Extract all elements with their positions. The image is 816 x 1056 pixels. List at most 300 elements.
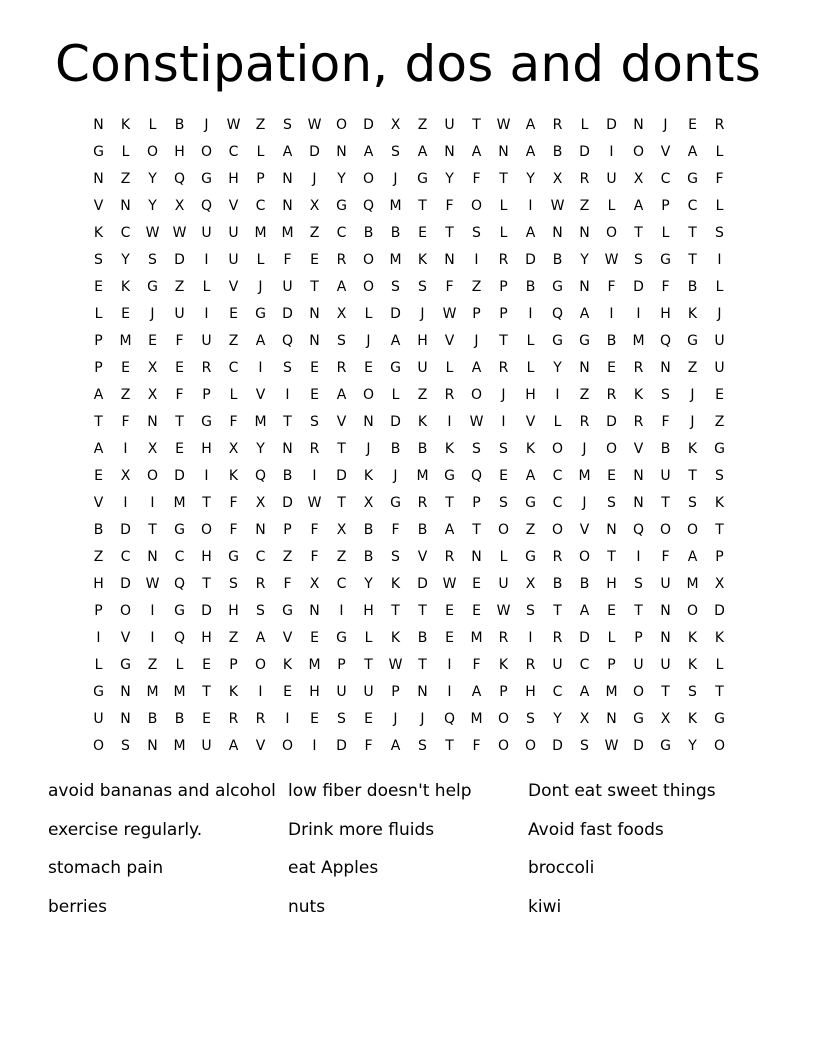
grid-letter: F (661, 278, 670, 295)
grid-letter: U (444, 116, 455, 133)
grid-letter: K (120, 116, 131, 133)
grid-letter: Q (173, 629, 186, 646)
grid-letter: U (363, 683, 374, 700)
grid-letter: O (497, 737, 510, 754)
grid-letter: Y (526, 170, 535, 187)
grid-letter: E (310, 629, 319, 646)
grid-letter: R (606, 386, 617, 403)
grid-letter: R (633, 359, 644, 376)
grid-letter: H (606, 575, 617, 592)
grid-letter: Y (121, 251, 130, 268)
grid-letter: E (94, 278, 103, 295)
grid-letter: L (94, 656, 103, 673)
grid-letter: T (391, 602, 400, 619)
grid-letter: H (525, 683, 536, 700)
grid-letter: T (202, 575, 211, 592)
grid-letter: B (390, 224, 401, 241)
grid-letter: J (501, 386, 506, 403)
grid-letter: P (337, 656, 346, 673)
grid-letter: U (606, 170, 617, 187)
grid-letter: F (445, 278, 454, 295)
grid-letter: R (633, 413, 644, 430)
grid-letter: K (417, 251, 428, 268)
grid-letter: K (444, 440, 455, 457)
grid-letter: L (256, 251, 265, 268)
grid-letter: X (336, 521, 347, 538)
grid-letter: D (417, 575, 428, 592)
grid-letter: W (469, 413, 484, 430)
grid-letter: H (201, 440, 212, 457)
grid-letter: K (228, 683, 239, 700)
grid-letter: D (714, 602, 725, 619)
grid-letter: P (472, 494, 481, 511)
grid-letter: G (93, 143, 104, 160)
grid-letter: V (120, 629, 131, 646)
grid-letter: T (364, 656, 373, 673)
grid-letter: A (255, 629, 266, 646)
grid-letter: Z (174, 278, 185, 295)
grid-letter: D (390, 305, 401, 322)
grid-letter: G (660, 251, 671, 268)
grid-letter: N (444, 251, 455, 268)
grid-letter: X (147, 386, 158, 403)
grid-letter: B (147, 710, 158, 727)
grid-letter: S (715, 224, 724, 241)
grid-letter: J (690, 413, 695, 430)
grid-letter: D (552, 737, 563, 754)
grid-letter: B (93, 521, 104, 538)
grid-letter: S (391, 278, 400, 295)
grid-letter: V (525, 413, 536, 430)
grid-letter: O (92, 737, 105, 754)
grid-letter: X (363, 494, 374, 511)
grid-letter: R (255, 575, 266, 592)
grid-letter: I (447, 413, 452, 430)
grid-letter: D (390, 413, 401, 430)
grid-letter: K (714, 629, 725, 646)
grid-letter: D (120, 575, 131, 592)
grid-letter: T (661, 494, 670, 511)
grid-letter: C (120, 548, 131, 565)
grid-letter: O (686, 602, 699, 619)
grid-letter: M (173, 683, 186, 700)
grid-letter: S (715, 467, 724, 484)
grid-letter: K (93, 224, 104, 241)
grid-letter: B (417, 629, 428, 646)
grid-letter: K (687, 305, 698, 322)
grid-letter: M (686, 575, 699, 592)
grid-letter: F (661, 548, 670, 565)
grid-letter: S (229, 575, 238, 592)
grid-letter: I (636, 305, 641, 322)
grid-letter: T (418, 656, 427, 673)
grid-letter: T (634, 224, 643, 241)
grid-letter: E (472, 575, 481, 592)
grid-letter: L (364, 305, 373, 322)
grid-letter: S (418, 278, 427, 295)
grid-letter: R (417, 494, 428, 511)
puzzle-title: Constipation, dos and donts (55, 35, 761, 93)
grid-letter: X (336, 305, 347, 322)
grid-letter: Y (445, 170, 454, 187)
grid-letter: L (607, 197, 616, 214)
grid-letter: V (444, 332, 455, 349)
grid-letter: A (363, 143, 374, 160)
grid-letter: P (391, 683, 400, 700)
grid-letter: E (310, 359, 319, 376)
grid-letter: Z (228, 629, 239, 646)
grid-letter: T (445, 737, 454, 754)
grid-letter: E (94, 467, 103, 484)
grid-letter: B (606, 332, 617, 349)
grid-letter: E (499, 467, 508, 484)
grid-letter: W (442, 305, 457, 322)
grid-letter: H (228, 602, 239, 619)
grid-letter: N (282, 170, 293, 187)
grid-letter: L (580, 116, 589, 133)
grid-letter: Z (714, 413, 725, 430)
grid-letter: I (150, 494, 155, 511)
grid-letter: A (579, 602, 590, 619)
grid-letter: I (204, 305, 209, 322)
grid-letter: S (121, 737, 130, 754)
grid-letter: B (552, 575, 563, 592)
grid-letter: Z (309, 224, 320, 241)
word-list-item: stomach pain (48, 858, 164, 879)
grid-letter: N (579, 224, 590, 241)
grid-letter: G (336, 197, 347, 214)
grid-letter: N (93, 170, 104, 187)
grid-letter: G (417, 170, 428, 187)
grid-letter: K (390, 629, 401, 646)
grid-letter: N (147, 548, 158, 565)
word-list-item: berries (48, 897, 107, 918)
grid-letter: U (336, 683, 347, 700)
grid-letter: S (526, 602, 535, 619)
grid-letter: N (120, 710, 131, 727)
grid-letter: X (147, 440, 158, 457)
grid-letter: R (579, 170, 590, 187)
grid-letter: N (93, 116, 104, 133)
grid-letter: D (336, 467, 347, 484)
grid-letter: I (717, 251, 722, 268)
grid-letter: Z (282, 548, 293, 565)
grid-letter: N (552, 224, 563, 241)
grid-letter: T (715, 521, 724, 538)
grid-letter: A (525, 224, 536, 241)
grid-letter: A (93, 440, 104, 457)
grid-letter: S (688, 683, 697, 700)
grid-letter: Z (255, 116, 266, 133)
grid-letter: P (499, 305, 508, 322)
grid-letter: P (283, 521, 292, 538)
grid-letter: I (258, 359, 263, 376)
grid-letter: X (579, 710, 590, 727)
grid-letter: V (255, 386, 266, 403)
grid-letter: U (201, 332, 212, 349)
grid-letter: E (445, 602, 454, 619)
grid-letter: F (661, 413, 670, 430)
grid-letter: J (420, 710, 425, 727)
grid-letter: C (579, 656, 590, 673)
grid-letter: D (201, 602, 212, 619)
grid-letter: W (496, 602, 511, 619)
grid-letter: U (201, 737, 212, 754)
grid-letter: G (660, 737, 671, 754)
grid-letter: Q (551, 305, 564, 322)
grid-letter: A (687, 548, 698, 565)
word-list-item: Drink more fluids (288, 819, 435, 840)
grid-letter: B (417, 521, 428, 538)
grid-letter: L (499, 197, 508, 214)
grid-letter: C (228, 143, 239, 160)
grid-letter: P (499, 683, 508, 700)
grid-letter: S (148, 251, 157, 268)
grid-letter: S (283, 359, 292, 376)
grid-letter: S (256, 602, 265, 619)
grid-letter: V (336, 413, 347, 430)
grid-letter: L (229, 386, 238, 403)
grid-letter: X (309, 575, 320, 592)
word-list-item: broccoli (528, 858, 595, 879)
grid-letter: F (472, 656, 481, 673)
grid-letter: G (255, 305, 266, 322)
grid-letter: M (146, 683, 159, 700)
grid-letter: E (688, 116, 697, 133)
grid-letter: W (145, 575, 160, 592)
grid-letter: N (336, 143, 347, 160)
grid-letter: A (417, 143, 428, 160)
grid-letter: W (145, 224, 160, 241)
grid-letter: C (120, 224, 131, 241)
grid-letter: P (634, 629, 643, 646)
grid-letter: S (418, 737, 427, 754)
grid-letter: S (499, 494, 508, 511)
grid-letter: O (551, 521, 564, 538)
grid-letter: X (309, 197, 320, 214)
grid-letter: U (660, 467, 671, 484)
grid-letter: X (120, 467, 131, 484)
grid-letter: O (200, 143, 213, 160)
grid-letter: O (659, 521, 672, 538)
grid-letter: F (391, 521, 400, 538)
grid-letter: B (174, 710, 185, 727)
grid-letter: U (660, 575, 671, 592)
grid-letter: J (366, 332, 371, 349)
grid-letter: R (336, 251, 347, 268)
grid-letter: V (228, 197, 239, 214)
grid-letter: Z (471, 278, 482, 295)
grid-letter: T (634, 602, 643, 619)
grid-letter: K (714, 494, 725, 511)
grid-letter: R (336, 359, 347, 376)
grid-letter: A (525, 467, 536, 484)
grid-letter: N (579, 359, 590, 376)
grid-letter: E (310, 386, 319, 403)
grid-letter: I (528, 629, 533, 646)
grid-letter: N (633, 116, 644, 133)
grid-letter: Y (553, 710, 562, 727)
grid-letter: O (713, 737, 726, 754)
grid-letter: M (119, 332, 132, 349)
grid-letter: O (524, 737, 537, 754)
grid-letter: T (472, 521, 481, 538)
grid-letter: N (498, 143, 509, 160)
grid-letter: I (312, 467, 317, 484)
grid-letter: R (552, 116, 563, 133)
grid-letter: K (498, 656, 509, 673)
grid-letter: A (525, 116, 536, 133)
letter-grid (85, 111, 733, 759)
grid-letter: B (282, 467, 293, 484)
grid-letter: K (687, 440, 698, 457)
grid-letter: M (416, 467, 429, 484)
grid-letter: L (526, 332, 535, 349)
grid-letter: T (418, 197, 427, 214)
grid-letter: E (202, 656, 211, 673)
grid-letter: R (714, 116, 725, 133)
grid-letter: B (579, 575, 590, 592)
grid-letter: I (123, 494, 128, 511)
grid-letter: X (390, 116, 401, 133)
grid-letter: Y (364, 575, 373, 592)
grid-letter: C (687, 197, 698, 214)
grid-letter: T (445, 224, 454, 241)
grid-letter: O (605, 440, 618, 457)
grid-letter: Z (120, 170, 131, 187)
grid-letter: E (607, 359, 616, 376)
grid-letter: W (442, 575, 457, 592)
grid-letter: T (418, 602, 427, 619)
grid-letter: G (687, 170, 698, 187)
grid-letter: F (364, 737, 373, 754)
grid-letter: E (418, 224, 427, 241)
grid-letter: B (552, 251, 563, 268)
grid-letter: V (417, 548, 428, 565)
grid-letter: N (309, 332, 320, 349)
grid-letter: W (496, 116, 511, 133)
grid-letter: T (688, 224, 697, 241)
grid-letter: R (525, 656, 536, 673)
grid-letter: S (472, 224, 481, 241)
grid-letter: P (94, 332, 103, 349)
grid-letter: I (258, 683, 263, 700)
grid-letter: H (174, 143, 185, 160)
grid-letter: G (525, 494, 536, 511)
grid-letter: E (364, 359, 373, 376)
grid-letter: N (660, 602, 671, 619)
grid-letter: W (604, 737, 619, 754)
grid-letter: B (174, 116, 185, 133)
grid-letter: E (175, 440, 184, 457)
word-list-item: nuts (288, 897, 326, 918)
grid-letter: L (94, 305, 103, 322)
grid-letter: G (390, 359, 401, 376)
grid-letter: U (228, 251, 239, 268)
grid-letter: I (204, 251, 209, 268)
grid-letter: A (336, 386, 347, 403)
grid-letter: R (228, 710, 239, 727)
grid-letter: T (148, 521, 157, 538)
grid-letter: S (499, 440, 508, 457)
grid-letter: C (255, 548, 266, 565)
grid-letter: I (150, 602, 155, 619)
grid-letter: G (147, 278, 158, 295)
grid-letter: D (606, 116, 617, 133)
grid-letter: A (579, 683, 590, 700)
grid-letter: D (174, 251, 185, 268)
grid-letter: A (336, 278, 347, 295)
grid-letter: I (609, 305, 614, 322)
grid-letter: N (255, 521, 266, 538)
grid-letter: K (390, 575, 401, 592)
grid-letter: E (283, 683, 292, 700)
grid-letter: M (308, 656, 321, 673)
grid-letter: I (474, 251, 479, 268)
grid-letter: T (499, 170, 508, 187)
grid-letter: C (255, 197, 266, 214)
grid-letter: V (93, 197, 104, 214)
grid-letter: O (686, 521, 699, 538)
grid-letter: P (715, 548, 724, 565)
grid-letter: J (393, 467, 398, 484)
grid-letter: K (525, 440, 536, 457)
grid-letter: S (634, 575, 643, 592)
grid-letter: N (417, 683, 428, 700)
grid-letter: L (499, 224, 508, 241)
grid-letter: A (633, 197, 644, 214)
grid-letter: V (579, 521, 590, 538)
grid-letter: O (470, 386, 483, 403)
grid-letter: G (282, 602, 293, 619)
grid-letter: J (393, 170, 398, 187)
grid-letter: K (687, 629, 698, 646)
grid-letter: T (94, 413, 103, 430)
grid-letter: B (687, 278, 698, 295)
grid-letter: F (229, 413, 238, 430)
grid-letter: I (150, 629, 155, 646)
grid-letter: W (226, 116, 241, 133)
grid-letter: R (498, 629, 509, 646)
grid-letter: A (93, 386, 104, 403)
grid-letter: R (444, 386, 455, 403)
grid-letter: I (123, 440, 128, 457)
grid-letter: I (285, 386, 290, 403)
grid-letter: U (660, 656, 671, 673)
grid-letter: O (254, 656, 267, 673)
grid-letter: L (121, 143, 130, 160)
grid-letter: K (120, 278, 131, 295)
grid-letter: A (390, 332, 401, 349)
grid-letter: L (715, 278, 724, 295)
grid-letter: R (552, 548, 563, 565)
grid-letter: F (121, 413, 130, 430)
grid-letter: D (363, 116, 374, 133)
word-list (48, 776, 768, 931)
grid-letter: I (285, 710, 290, 727)
grid-letter: S (337, 332, 346, 349)
grid-letter: N (606, 521, 617, 538)
grid-letter: M (173, 737, 186, 754)
grid-letter: Z (417, 386, 428, 403)
grid-letter: A (282, 143, 293, 160)
grid-letter: Q (443, 710, 456, 727)
grid-letter: T (661, 683, 670, 700)
grid-letter: A (471, 683, 482, 700)
grid-letter: W (307, 494, 322, 511)
grid-letter: T (175, 413, 184, 430)
grid-letter: O (497, 521, 510, 538)
